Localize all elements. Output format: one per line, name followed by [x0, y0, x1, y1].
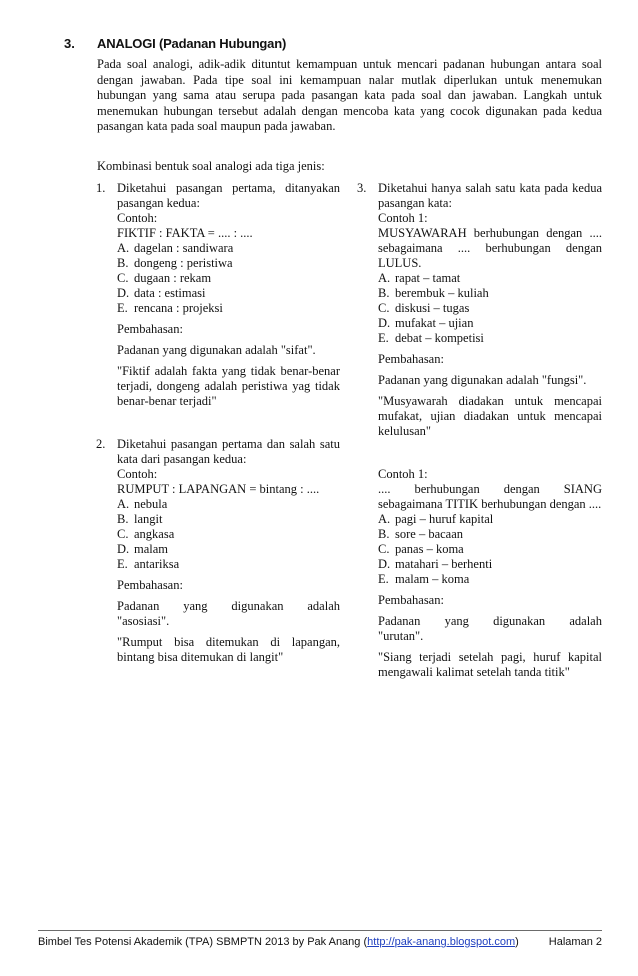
option-b: B. sore – bacaan [378, 527, 464, 541]
intro-paragraph [97, 57, 602, 135]
explanation-text: "Siang terjadi setelah pagi, huruf kapital mengawali kalimat setelah tanda titik" [378, 650, 602, 679]
page-number: Halaman 2 [548, 936, 602, 948]
explanation-text: "Rumput bisa ditemukan di lapangan, bintang bisa ditemukan di langit" [117, 635, 340, 664]
option-d: D. mufakat – ujian [378, 316, 474, 330]
options-list [378, 512, 602, 587]
option-e: E. antariksa [117, 557, 180, 571]
options-list [117, 241, 340, 316]
options-list [117, 497, 340, 572]
option-a: A. rapat – tamat [378, 271, 461, 285]
explanation-text: "Musyawarah diadakan untuk mencapai mufakat, ujian diadakan untuk mencapai kelulusan" [378, 394, 602, 438]
padanan-line: Padanan yang digunakan adalah [117, 599, 340, 613]
page-footer [38, 936, 602, 948]
contoh-label: Contoh 1: [378, 467, 428, 481]
item-number: 2. [96, 437, 106, 451]
question-rest: sebagaimana TITIK berhubungan dengan .... [378, 497, 602, 511]
option-d: D. malam [117, 542, 169, 556]
question: RUMPUT : LAPANGAN = bintang : .... [117, 482, 320, 496]
padanan-line: Padanan yang digunakan adalah [378, 614, 602, 628]
contoh-label: Contoh: [117, 211, 158, 225]
option-a: A. dagelan : sandiwara [117, 241, 234, 255]
pembahasan-label: Pembahasan: [117, 578, 183, 592]
option-b: B. dongeng : peristiwa [117, 256, 233, 270]
analogy-type-2 [96, 437, 340, 665]
option-b: B. langit [117, 512, 163, 526]
item-number: 1. [96, 181, 106, 195]
option-b: B. berembuk – kuliah [378, 286, 489, 300]
option-e: E. debat – kompetisi [378, 331, 484, 345]
section-title: ANALOGI (Padanan Hubungan) [97, 36, 287, 51]
pembahasan-label: Pembahasan: [378, 352, 444, 366]
intro-text: Pada soal analogi, adik-adik dituntut kemampuan untuk mencari padanan hubungan antara soal dengan jawaban. Pada tipe soal ini kemampuan nalar mutlak diperlukan untuk menemukan hubungan yang sama atau serupa pada pasangan kata pada soal dan jawaban. Langkah untuk menemukan hubungan tersebut adalah dengan mencoba kata yang cocok digunakan pada kedua pasangan kata pada soal maupun pada jawaban. [97, 57, 602, 134]
option-a: A. nebula [117, 497, 168, 511]
section-number: 3. [64, 36, 75, 51]
analogy-type-3-example-2 [357, 467, 602, 680]
item-description: Diketahui pasangan pertama dan salah satu kata dari pasangan kedua: [117, 437, 340, 466]
option-d: D. data : estimasi [117, 286, 206, 300]
padanan-text: Padanan yang digunakan adalah "sifat". [117, 343, 316, 357]
footer-divider [38, 930, 602, 931]
padanan-tail: "urutan". [378, 629, 424, 643]
analogy-type-3 [357, 181, 602, 439]
question-line: .... berhubungan dengan SIANG [378, 482, 602, 496]
question: MUSYAWARAH berhubungan dengan .... sebagaimana .... berhubungan dengan LULUS. [378, 226, 602, 270]
combinations-intro: Kombinasi bentuk soal analogi ada tiga jenis: [97, 159, 325, 173]
pembahasan-label: Pembahasan: [378, 593, 444, 607]
option-c: C. panas – koma [378, 542, 464, 556]
left-column [96, 181, 340, 665]
options-list [378, 271, 602, 346]
analogy-type-1 [96, 181, 340, 409]
option-c: C. angkasa [117, 527, 175, 541]
option-e: E. malam – koma [378, 572, 470, 586]
padanan-tail: "asosiasi". [117, 614, 170, 628]
explanation-text: "Fiktif adalah fakta yang tidak benar-benar terjadi, dongeng adalah peristiwa yag tidak benar-benar terjadi" [117, 364, 340, 408]
option-e: E. rencana : projeksi [117, 301, 223, 315]
right-column [357, 181, 602, 680]
option-a: A. pagi – huruf kapital [378, 512, 494, 526]
question: FIKTIF : FAKTA = .... : .... [117, 226, 253, 240]
option-d: D. matahari – berhenti [378, 557, 493, 571]
blog-link[interactable]: http://pak-anang.blogspot.com [367, 936, 516, 948]
contoh-label: Contoh 1: [378, 211, 428, 225]
item-description: Diketahui pasangan pertama, ditanyakan pasangan kedua: [117, 181, 340, 210]
option-c: C. diskusi – tugas [378, 301, 470, 315]
footer-credit: Bimbel Tes Potensi Akademik (TPA) SBMPTN 2013 by Pak Anang (http://pak-anang.blogspot.com) [38, 936, 519, 948]
option-c: C. dugaan : rekam [117, 271, 212, 285]
item-description: Diketahui hanya salah satu kata pada kedua pasangan kata: [378, 181, 602, 210]
item-number: 3. [357, 181, 367, 195]
pembahasan-label: Pembahasan: [117, 322, 183, 336]
padanan-text: Padanan yang digunakan adalah "fungsi". [378, 373, 587, 387]
contoh-label: Contoh: [117, 467, 158, 481]
